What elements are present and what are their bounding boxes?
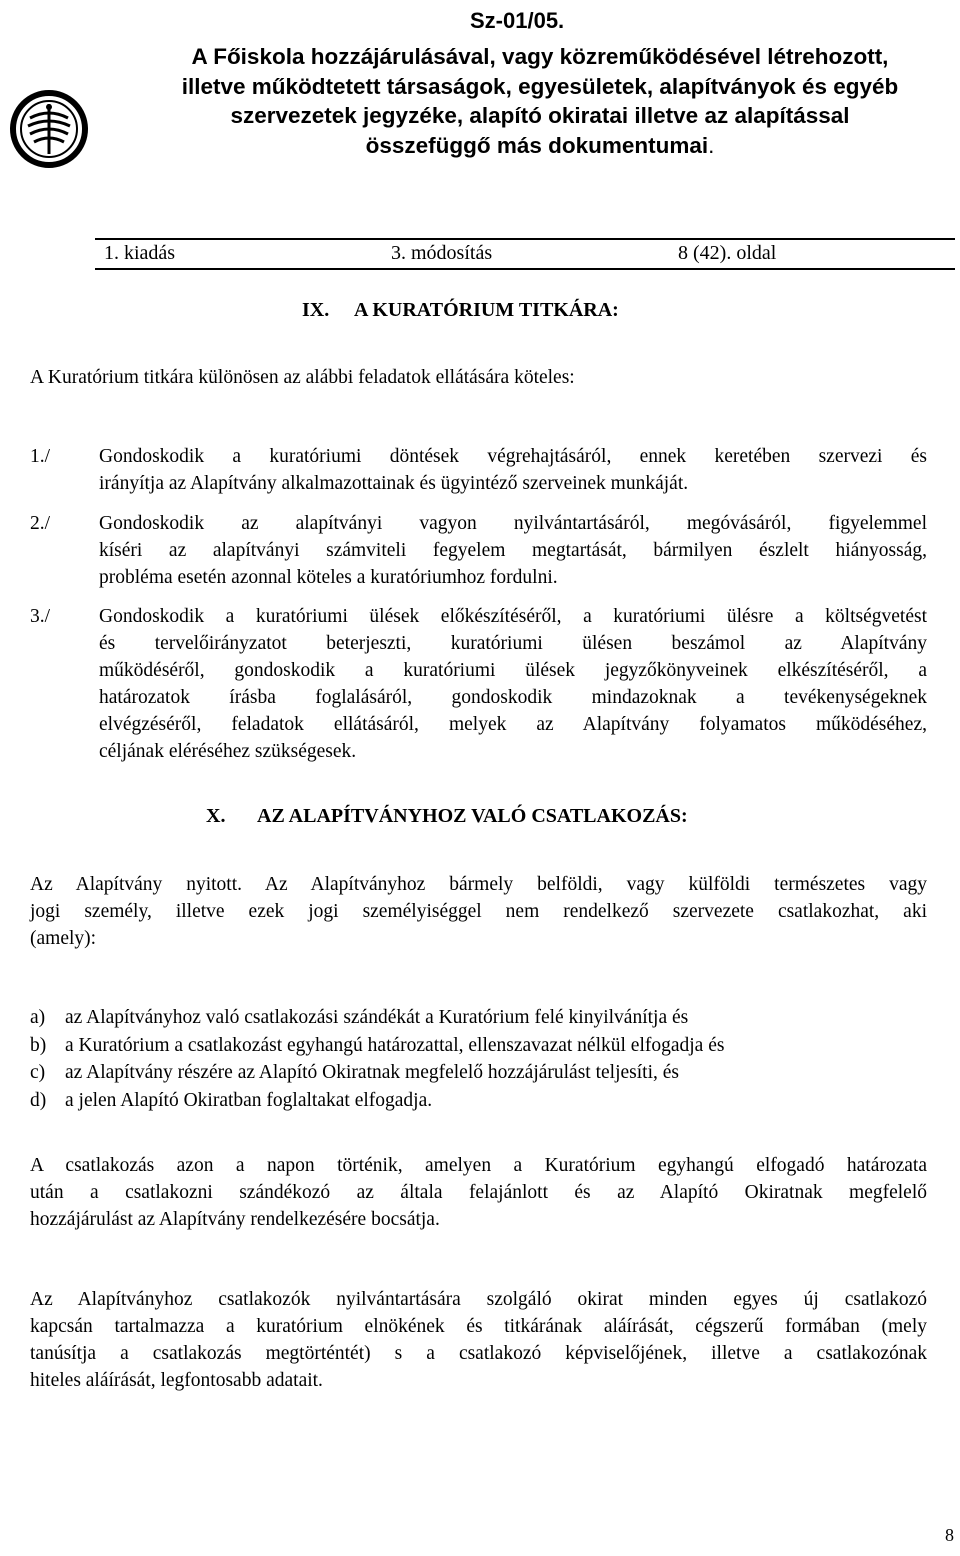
header-top-rule xyxy=(95,238,955,240)
joining-date-paragraph xyxy=(30,1152,927,1233)
section-x-intro-line-2: jogi személy, illetve ezek jogi személyiséggel nem rendelkező szervezete csatlakozhat, aki xyxy=(30,901,927,922)
item-3-line-1: Gondoskodik a kuratóriumi ülések előkészítéséről, a kuratóriumi ülésre a költségvetést xyxy=(99,606,927,627)
section-x-intro xyxy=(30,871,927,952)
title-line-3: szervezetek jegyzéke, alapító okiratai illetve az alapítással xyxy=(230,103,850,128)
section-x-intro-line-3: (amely): xyxy=(30,928,97,949)
item-2-line-1: Gondoskodik az alapítványi vagyon nyilvántartásáról, megóvásáról, figyelemmel xyxy=(99,513,927,534)
item-3-line-5: elvégzéséről, feladatok ellátásáról, melyek az Alapítvány folyamatos működéséhez, xyxy=(99,714,927,735)
title-line-1: A Főiskola hozzájárulásával, vagy közreműködésével létrehozott, xyxy=(191,44,889,69)
section-ix-intro-text: A Kuratórium titkára különösen az alábbi feladatok ellátására köteles: xyxy=(30,367,575,388)
page-number: 8 xyxy=(945,1525,954,1545)
conditions-list xyxy=(30,1004,724,1114)
title-line-4-text: összefüggő más dokumentumai xyxy=(365,132,709,158)
condition-c-text: az Alapítvány részére az Alapító Okiratnak megfelelő hozzájárulást teljesíti, és xyxy=(65,1062,679,1083)
item-3-text xyxy=(99,603,927,765)
item-2-number: 2./ xyxy=(30,513,51,534)
document-title xyxy=(120,42,960,160)
condition-b-text: a Kuratórium a csatlakozást egyhangú határozattal, ellenszavazat nélkül elfogadja és xyxy=(65,1034,725,1056)
section-ix-number: IX. xyxy=(302,299,330,321)
condition-b xyxy=(30,1032,724,1060)
condition-b-letter: b) xyxy=(30,1034,47,1056)
condition-a-letter: a) xyxy=(30,1007,46,1028)
item-1-line-2: irányítja az Alapítvány alkalmazottainak és ügyintéző szerveinek munkáját. xyxy=(99,473,689,494)
revision-label: 3. módosítás xyxy=(391,242,493,264)
item-1-number: 1./ xyxy=(30,446,51,467)
condition-a xyxy=(30,1004,724,1032)
joining-date-line-3: hozzájárulást az Alapítvány rendelkezésére bocsátja. xyxy=(30,1209,440,1230)
title-end-punct: . xyxy=(708,132,715,158)
condition-c xyxy=(30,1059,724,1087)
document-code: Sz-01/05. xyxy=(470,8,565,33)
joining-date-line-1: A csatlakozás azon a napon történik, amelyen a Kuratórium egyhangú elfogadó határozata xyxy=(30,1155,927,1176)
register-line-4: hiteles aláírását, legfontosabb adatait. xyxy=(30,1370,323,1391)
condition-c-letter: c) xyxy=(30,1062,46,1083)
title-line-4 xyxy=(120,131,960,161)
condition-d xyxy=(30,1087,724,1115)
register-line-2: kapcsán tartalmazza a kuratórium elnökének és titkárának aláírását, cégszerű formában (mely xyxy=(30,1316,927,1337)
item-3-line-3: működéséről, gondoskodik a kuratóriumi ülések jegyzőkönyveinek elkészítéséről, a xyxy=(99,660,927,681)
condition-a-text: az Alapítványhoz való csatlakozási szándékát a Kuratórium felé kinyilvánítja és xyxy=(65,1007,689,1028)
joining-date-line-2: után a csatlakozni szándékozó az általa felajánlott és az Alapító Okiratnak megfelelő xyxy=(30,1182,927,1203)
institution-emblem-icon xyxy=(10,90,88,168)
register-paragraph xyxy=(30,1286,927,1394)
item-1-line-1: Gondoskodik a kuratóriumi döntések végrehajtásáról, ennek keretében szervezi és xyxy=(99,446,927,467)
item-2-text xyxy=(99,510,927,591)
item-2-line-3: probléma esetén azonnal köteles a kuratóriumhoz fordulni. xyxy=(99,567,558,588)
item-1-text xyxy=(99,443,927,497)
section-ix-heading: A KURATÓRIUM TITKÁRA: xyxy=(354,299,619,321)
section-x-number: X. xyxy=(206,805,226,827)
condition-d-text: a jelen Alapító Okiratban foglaltakat elfogadja. xyxy=(65,1089,433,1111)
item-3-line-6: céljának eléréséhez szükségesek. xyxy=(99,741,357,762)
edition-label: 1. kiadás xyxy=(104,242,176,264)
title-line-2: illetve működtetett társaságok, egyesületek, alapítványok és egyéb xyxy=(181,73,899,99)
condition-d-letter: d) xyxy=(30,1089,47,1111)
item-3-number: 3./ xyxy=(30,606,51,627)
register-line-3: tanúsítja a csatlakozás megtörténtét) s a csatlakozó képviselőjének, illetve a csatlakozónak xyxy=(30,1343,927,1364)
item-2-line-2: kíséri az alapítványi számviteli fegyelem megtartását, bármilyen észlelt hiányosság, xyxy=(99,540,927,561)
register-line-1: Az Alapítványhoz csatlakozók nyilvántartására szolgáló okirat minden egyes új csatlakozó xyxy=(30,1289,927,1310)
header-bottom-rule xyxy=(95,268,955,270)
section-x-intro-line-1: Az Alapítvány nyitott. Az Alapítványhoz bármely belföldi, vagy külföldi természetes vagy xyxy=(30,874,927,895)
section-ix-intro xyxy=(30,364,927,391)
item-3-line-4: határozatok írásba foglalásáról, gondoskodik mindazoknak a tevékenységeknek xyxy=(99,687,927,708)
page-reference: 8 (42). oldal xyxy=(678,242,777,264)
section-x-heading: AZ ALAPÍTVÁNYHOZ VALÓ CSATLAKOZÁS: xyxy=(257,805,688,827)
item-3-line-2: és tervelőirányzatot beterjeszti, kuratóriumi ülésen beszámol az Alapítvány xyxy=(99,633,927,654)
